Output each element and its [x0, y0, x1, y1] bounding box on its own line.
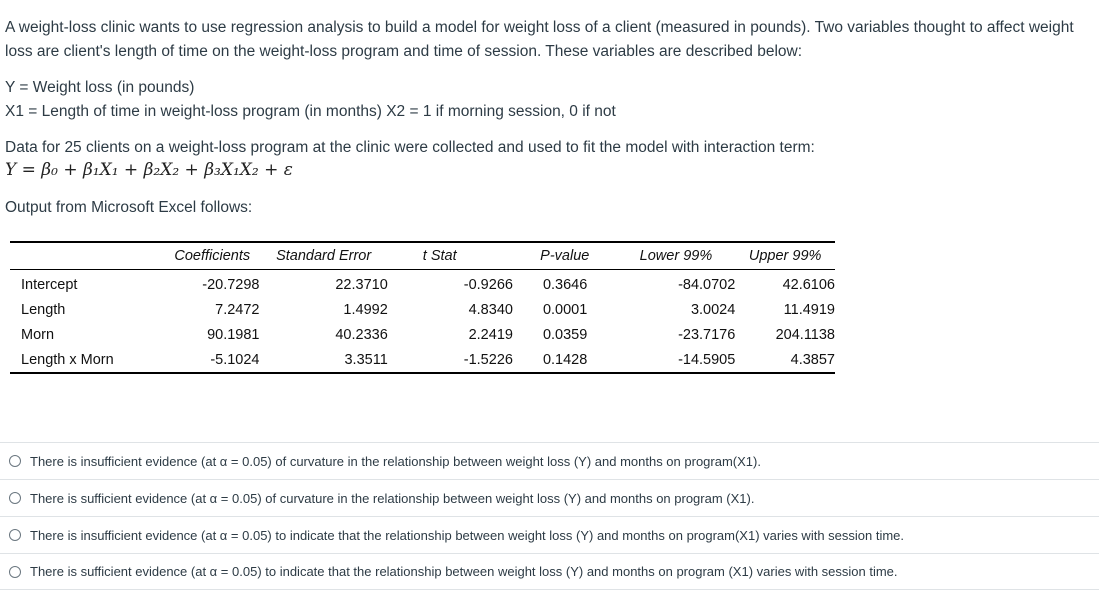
table-cell: 90.1981	[207, 326, 260, 343]
output-intro: Output from Microsoft Excel follows:	[5, 199, 253, 216]
table-cell: 204.1138	[775, 326, 835, 343]
table-cell: Length x Morn	[21, 351, 114, 368]
answer-option-label: There is sufficient evidence (at α = 0.05) to indicate that the relationship between weight loss (Y) and months on program (X1) varies with session time.	[30, 564, 898, 579]
radio-button-icon[interactable]	[9, 492, 21, 504]
table-row	[10, 322, 835, 347]
table-cell: -1.5226	[463, 351, 513, 368]
answer-option-label: There is sufficient evidence (at α = 0.05) of curvature in the relationship between weight loss (Y) and months on program (X1).	[30, 490, 755, 506]
answer-option[interactable]	[0, 479, 1099, 516]
table-cell: 4.8340	[468, 301, 513, 318]
question-intro: A weight-loss clinic wants to use regression analysis to build a model for weight loss of a client (measured in pounds). Two variables thought to affect weight loss are client's length of time on the weight-loss program and time of session. These variables are described below:	[5, 19, 1074, 60]
table-cell: 4.3857	[790, 351, 835, 368]
table-row	[10, 347, 835, 373]
table-cell: -14.5905	[678, 351, 736, 368]
regression-output-table	[10, 241, 835, 374]
answer-option[interactable]	[0, 553, 1099, 590]
table-cell: -0.9266	[463, 276, 513, 293]
header-cell: Lower 99%	[617, 242, 736, 270]
answer-option[interactable]	[0, 516, 1099, 553]
variable-y-definition: Y = Weight loss (in pounds)	[5, 79, 195, 96]
header-cell: t Stat	[388, 242, 513, 270]
table-cell: 40.2336	[335, 326, 388, 343]
answer-option-label: There is insufficient evidence (at α = 0.05) of curvature in the relationship between weight loss (Y) and months on program(X1).	[30, 453, 761, 469]
table-cell: -20.7298	[202, 276, 260, 293]
table-cell: Intercept	[21, 276, 78, 293]
table-cell: 2.2419	[468, 326, 513, 343]
table-cell: Length	[21, 301, 66, 318]
variable-x-definition: X1 = Length of time in weight-loss program (in months) X2 = 1 if morning session, 0 if not	[5, 103, 616, 120]
table-cell: -23.7176	[678, 326, 736, 343]
header-cell: Standard Error	[260, 242, 388, 270]
answer-options	[0, 442, 1099, 590]
table-cell: 3.0024	[690, 301, 736, 318]
table-row	[10, 297, 835, 322]
radio-button-icon[interactable]	[9, 566, 21, 578]
table-cell: 7.2472	[215, 301, 260, 318]
table-header-row	[10, 242, 835, 270]
table-cell: -84.0702	[678, 276, 736, 293]
table-cell: 0.1428	[542, 351, 588, 368]
table-cell: 0.0001	[542, 301, 588, 318]
table-cell: 0.0359	[542, 326, 588, 343]
data-description: Data for 25 clients on a weight-loss program at the clinic were collected and used to fit the model with interaction term:	[5, 139, 815, 156]
table-cell: 3.3511	[344, 351, 388, 368]
header-cell: Upper 99%	[735, 242, 835, 270]
table-cell: -5.1024	[210, 351, 260, 368]
header-cell: P-value	[513, 242, 617, 270]
table-cell: 1.4992	[343, 301, 388, 318]
answer-option-label: There is insufficient evidence (at α = 0.05) to indicate that the relationship between weight loss (Y) and months on program(X1) varies with session time.	[30, 527, 905, 543]
table-cell: Morn	[21, 326, 55, 343]
model-equation: Y = β₀ + β₁X₁ + β₂X₂ + β₃X₁X₂ + ε	[5, 160, 293, 180]
header-cell	[10, 242, 165, 270]
table-cell: 42.6106	[782, 276, 835, 293]
table-cell: 0.3646	[542, 276, 588, 293]
answer-option[interactable]	[0, 442, 1099, 479]
table-cell: 11.4919	[783, 301, 835, 318]
header-cell: Coefficients	[165, 242, 260, 270]
radio-button-icon[interactable]	[9, 529, 21, 541]
radio-button-icon[interactable]	[9, 455, 21, 467]
table-cell: 22.3710	[335, 276, 388, 293]
table-row	[10, 270, 835, 298]
